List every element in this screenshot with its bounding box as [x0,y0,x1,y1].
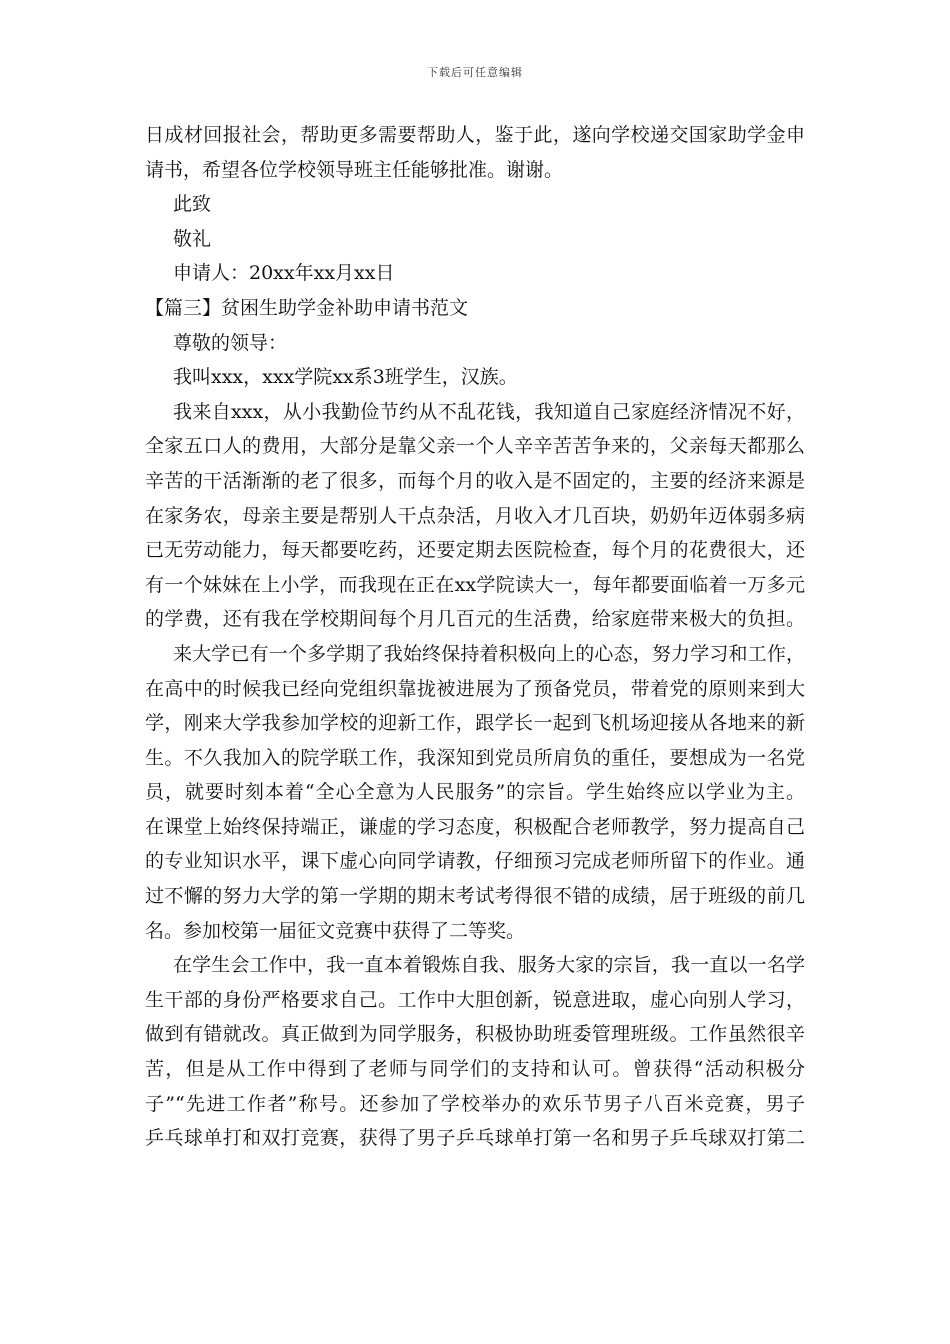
text-line: 生干部的身份严格要求自己。工作中大胆创新，锐意进取，虚心向别人学习， [145,988,805,1011]
text-line: 生。不久我加入的院学联工作，我深知到党员所肩负的重任，要想成为一名党 [145,746,805,769]
text-line: 来大学已有一个多学期了我始终保持着积极向上的心态，努力学习和工作， [173,642,805,665]
text-line: 请书，希望各位学校领导班主任能够批准。谢谢。 [145,158,564,181]
text-line: 做到有错就改。真正做到为同学服务，积极协助班委管理班级。工作虽然很辛 [145,1023,805,1046]
text-line: 【篇三】贫困生助学金补助申请书范文 [145,296,469,319]
text-line: 员，就要时刻本着“全心全意为人民服务”的宗旨。学生始终应以学业为主。 [145,781,805,804]
text-line: 有一个妹妹在上小学，而我现在正在xx学院读大一，每年都要面临着一万多元 [145,573,805,596]
text-line: 的学费，还有我在学校期间每个月几百元的生活费，给家庭带来极大的负担。 [145,608,805,631]
text-line: 子”“先进工作者”称号。还参加了学校举办的欢乐节男子八百米竞赛，男子 [145,1092,805,1115]
text-line: 尊敬的领导： [173,331,288,354]
text-line: 在学生会工作中，我一直本着锻炼自我、服务大家的宗旨，我一直以一名学 [173,954,805,977]
text-line: 此致 [173,193,212,216]
text-line: 在高中的时候我已经向党组织靠拢被进展为了预备党员，带着党的原则来到大 [145,677,805,700]
document-body [145,118,805,1156]
text-line: 辛苦的干活渐渐的老了很多，而每个月的收入是不固定的，主要的经济来源是 [145,469,805,492]
text-line: 申请人：20xx年xx月xx日 [173,262,395,285]
text-line: 日成材回报社会，帮助更多需要帮助人，鉴于此，遂向学校递交国家助学金申 [145,124,805,146]
text-line: 在课堂上始终保持端正，谦虚的学习态度，积极配合老师教学，努力提高自己 [145,815,805,838]
page-header: 下载后可任意编辑 [427,66,523,79]
text-line: 我来自xxx，从小我勤俭节约从不乱花钱，我知道自己家庭经济情况不好， [173,400,805,423]
text-line: 在家务农，母亲主要是帮别人干点杂活，月收入才几百块，奶奶年迈体弱多病 [145,504,805,527]
text-line: 苦，但是从工作中得到了老师与同学们的支持和认可。曾获得“活动积极分 [145,1058,805,1081]
text-line: 已无劳动能力，每天都要吃药，还要定期去医院检查，每个月的花费很大，还 [145,539,805,562]
text-line: 学，刚来大学我参加学校的迎新工作，跟学长一起到飞机场迎接从各地来的新 [145,712,805,735]
text-line: 过不懈的努力大学的第一学期的期末考试考得很不错的成绩，居于班级的前几 [145,885,805,908]
text-line: 我叫xxx，xxx学院xx系3班学生，汉族。 [173,366,518,389]
text-line: 全家五口人的费用，大部分是靠父亲一个人辛辛苦苦争来的，父亲每天都那么 [145,435,805,458]
text-line: 乒乓球单打和双打竞赛，获得了男子乒乓球单打第一名和男子乒乓球双打第二 [145,1127,805,1150]
text-line: 名。参加校第一届征文竞赛中获得了二等奖。 [145,919,526,942]
text-line: 敬礼 [173,227,212,250]
text-line: 的专业知识水平，课下虚心向同学请教，仔细预习完成老师所留下的作业。通 [145,850,805,873]
